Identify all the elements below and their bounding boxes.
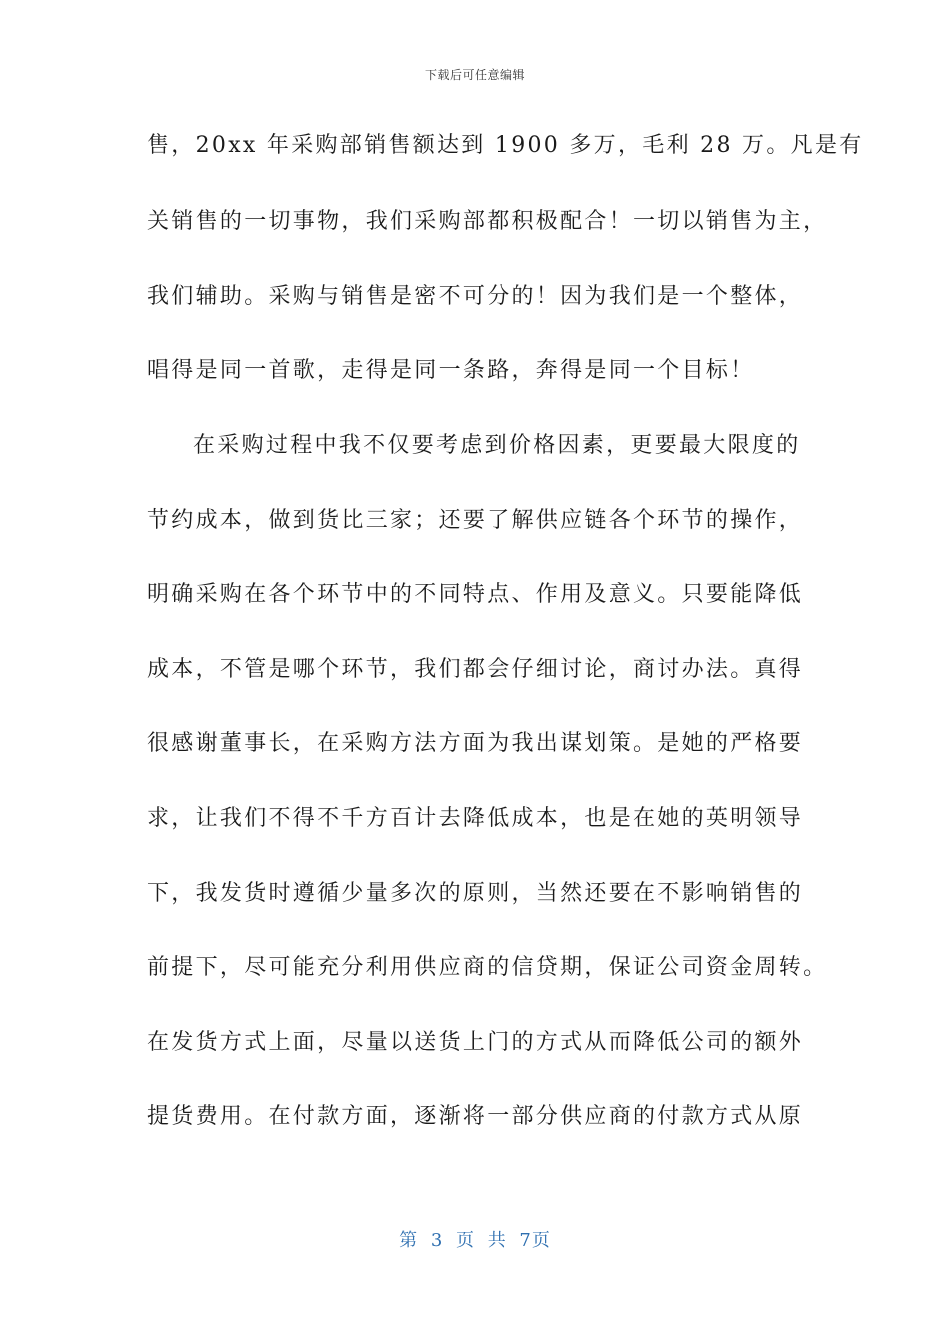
- text-line: 下，我发货时遵循少量多次的原则，当然还要在不影响销售的: [147, 881, 804, 906]
- text-line: 成本，不管是哪个环节，我们都会仔细讨论，商讨办法。真得: [147, 657, 804, 682]
- text-line: 唱得是同一首歌，走得是同一条路，奔得是同一个目标！: [147, 358, 755, 383]
- text-line: 节约成本，做到货比三家；还要了解供应链各个环节的操作，: [147, 508, 804, 533]
- text-line-paragraph-start: 在采购过程中我不仅要考虑到价格因素，更要最大限度的: [193, 433, 801, 458]
- text-line: 售，20xx 年采购部销售额达到 1900 多万，毛利 28 万。凡是有: [147, 133, 864, 158]
- text-line: 关销售的一切事物，我们采购部都积极配合！一切以销售为主，: [147, 209, 828, 234]
- text-line: 明确采购在各个环节中的不同特点、作用及意义。只要能降低: [147, 582, 804, 607]
- text-line: 提货费用。在付款方面，逐渐将一部分供应商的付款方式从原: [147, 1104, 804, 1129]
- text-line: 我们辅助。采购与销售是密不可分的！因为我们是一个整体，: [147, 284, 804, 309]
- text-line: 在发货方式上面，尽量以送货上门的方式从而降低公司的额外: [147, 1030, 804, 1055]
- text-line: 求，让我们不得不千方百计去降低成本，也是在她的英明领导: [147, 806, 804, 831]
- text-line: 很感谢董事长，在采购方法方面为我出谋划策。是她的严格要: [147, 731, 804, 756]
- text-line: 前提下，尽可能充分利用供应商的信贷期，保证公司资金周转。: [147, 955, 828, 980]
- page-number: 第 3 页 共 7页: [399, 1230, 551, 1251]
- page-header-note: 下载后可任意编辑: [424, 68, 525, 82]
